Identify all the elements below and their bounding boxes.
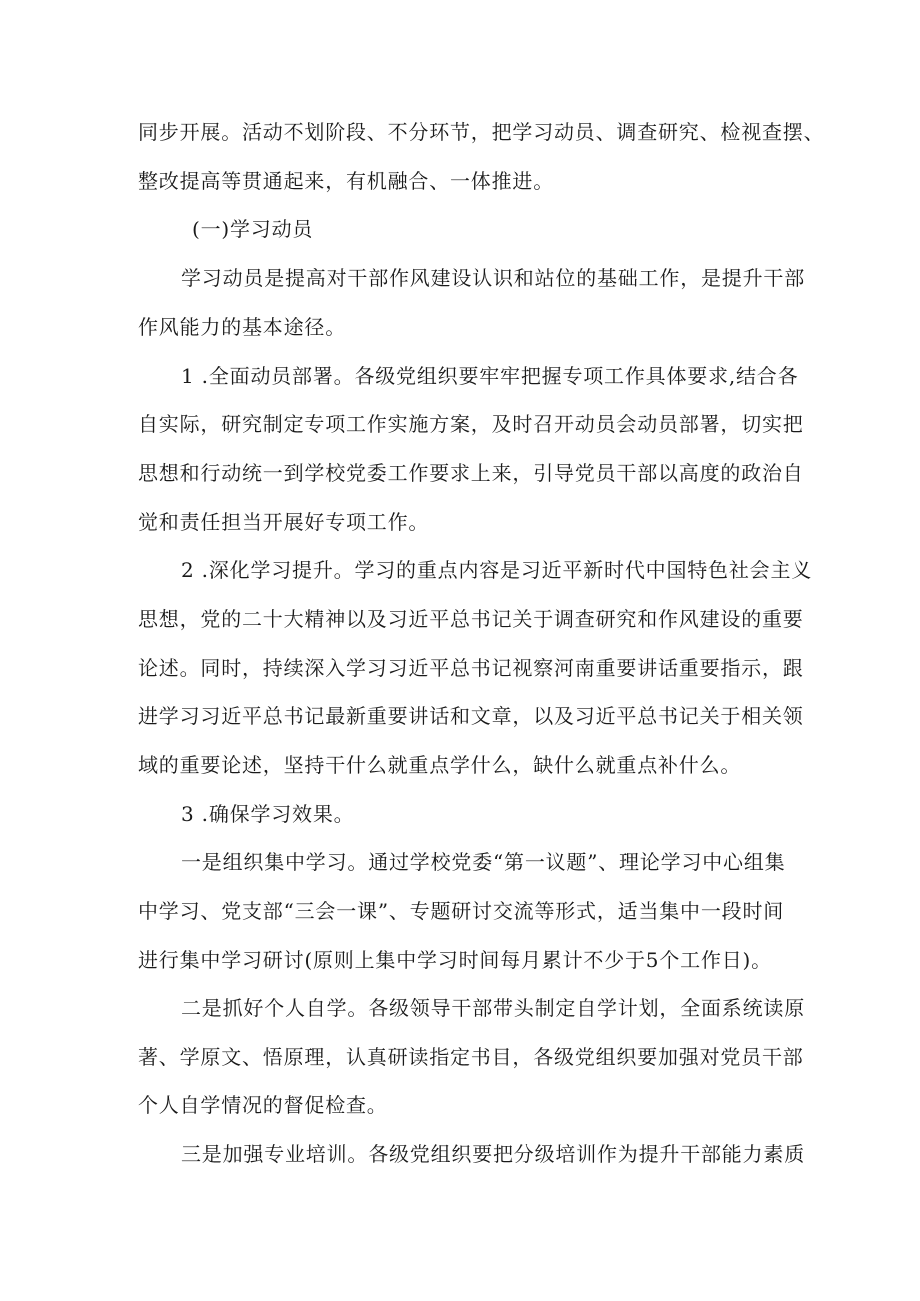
text-line: 一是组织集中学习。通过学校党委“第一议题”、理论学习中心组集 xyxy=(181,850,786,874)
text-line: 学习动员是提高对干部作风建设认识和站位的基础工作，是提升干部 xyxy=(181,266,805,290)
text-line: 自实际，研究制定专项工作实施方案，及时召开动员会动员部署，切实把 xyxy=(138,412,804,436)
text-line: 整改提高等贯通起来，有机融合、一体推进。 xyxy=(138,169,554,193)
text-line: 个人自学情况的督促检查。 xyxy=(138,1093,388,1117)
text-line: 三是加强专业培训。各级党组织要把分级培训作为提升干部能力素质 xyxy=(181,1142,805,1166)
text-line: 进学习习近平总书记最新重要讲话和文章，以及习近平总书记关于相关领 xyxy=(138,704,804,728)
text-line: 思想和行动统一到学校党委工作要求上来，引导党员干部以高度的政治自 xyxy=(138,461,804,485)
text-line: 进行集中学习研讨(原则上集中学习时间每月累计不少于5个工作日)。 xyxy=(138,948,772,972)
text-line: 2 .深化学习提升。学习的重点内容是习近平新时代中国特色社会主义 xyxy=(181,558,813,582)
text-line: 觉和责任担当开展好专项工作。 xyxy=(138,510,430,534)
text-line: 1 .全面动员部署。各级党组织要牢牢把握专项工作具体要求,结合各 xyxy=(181,364,799,388)
text-line: 中学习、党支部“三会一课”、专题研讨交流等形式，适当集中一段时间 xyxy=(138,899,785,923)
text-line: 论述。同时，持续深入学习习近平总书记视察河南重要讲话重要指示，跟 xyxy=(138,656,804,680)
text-line: 著、学原文、悟原理，认真研读指定书目，各级党组织要加强对党员干部 xyxy=(138,1045,804,1069)
text-line: 域的重要论述，坚持干什么就重点学什么，缺什么就重点补什么。 xyxy=(138,753,742,777)
text-line: 同步开展。活动不划阶段、不分环节，把学习动员、调查研究、检视查摆、 xyxy=(138,120,825,144)
text-line: 二是抓好个人自学。各级领导干部带头制定自学计划，全面系统读原 xyxy=(181,996,805,1020)
text-line: 3 .确保学习效果。 xyxy=(181,802,355,826)
text-line: 作风能力的基本途径。 xyxy=(138,315,346,339)
text-line: 思想，党的二十大精神以及习近平总书记关于调查研究和作风建设的重要 xyxy=(138,607,804,631)
section-heading: (一)学习动员 xyxy=(192,217,314,241)
